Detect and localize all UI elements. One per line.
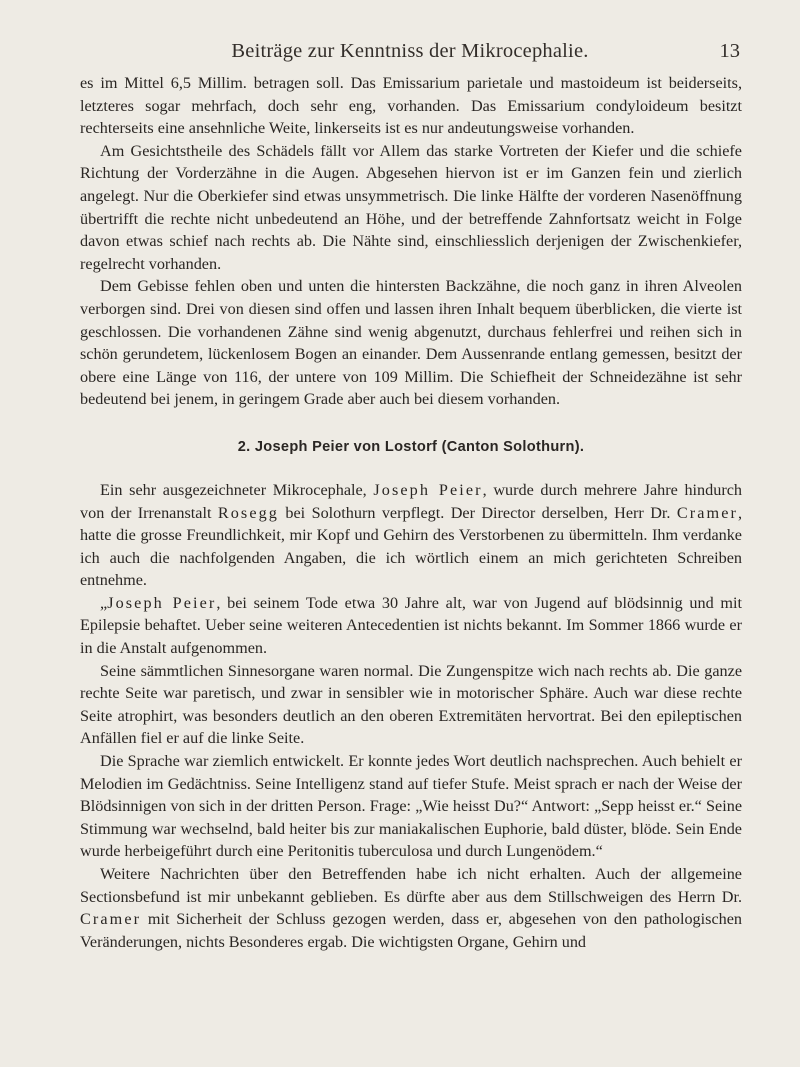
text-run: bei Solothurn verpflegt. Der Director derselben, Herr Dr. bbox=[279, 503, 677, 522]
body-text bbox=[80, 72, 742, 953]
running-title: Beiträge zur Kenntniss der Mikrocephalie. bbox=[231, 40, 589, 62]
text-run: , bei seinem Tode etwa 30 Jahre alt, war von Jugend auf blödsinnig und mit Epilepsie behaftet. Ueber seine weiteren Antecedentien ist nichts bekannt. Im Sommer 1866 wurde er in die Anstalt aufgenommen. bbox=[80, 593, 742, 658]
text-run: , wurde durch mehrere Jahre hindurch von der Irrenanstalt bbox=[80, 480, 743, 522]
paragraph-gebiss: Dem Gebisse fehlen oben und unten die hintersten Backzähne, die noch ganz in ihren Alveolen verborgen sind. Drei von diesen sind offen und lassen ihren Inhalt bequem überblicken, die vierte ist geschlossen. Die vorhandenen Zähne sind wenig abgenutzt, durchaus fehlerfrei und reihen sich in schön gerundetem, lückenlosem Bogen an einander. Dem Aussenrande entlang gemessen, besitzt der obere eine Länge von 116, der untere von 109 Millim. Die Schiefheit der Schneidezähne ist sehr bedeutend bei jenem, in geringem Grade aber auch bei diesem vorhanden. bbox=[80, 277, 742, 409]
paragraph-introduction bbox=[80, 479, 742, 592]
paragraph-quote-history bbox=[80, 592, 742, 660]
paragraph-sectionsbefund bbox=[80, 863, 742, 953]
doctor-name: Cramer bbox=[676, 503, 738, 522]
section-heading: 2. Joseph Peier von Lostorf (Canton Solothurn). bbox=[237, 438, 585, 455]
page-number: 13 bbox=[719, 40, 740, 62]
paragraph-sinnesorgane: Seine sämmtlichen Sinnesorgane waren normal. Die Zungenspitze wich nach rechts ab. Die ganze rechte Seite war paretisch, und zwar in sensibler wie in motorischer Sphäre. Auch war diese rechte Seite atrophirt, was besonders deutlich an den oberen Extremitäten hervortrat. Bei den epileptischen Anfällen fiel er auf die linke Seite. bbox=[80, 661, 742, 748]
text-run: mit Sicherheit der Schluss gezogen werden, dass er, abgesehen von den pathologischen Veränderungen, nichts Besonderes ergab. Die wichtigsten Organe, Gehirn und bbox=[80, 910, 742, 951]
place-name: Rosegg bbox=[217, 503, 280, 522]
person-name: Joseph Peier bbox=[107, 593, 217, 612]
paragraph-emissaria: es im Mittel 6,5 Millim. betragen soll. Das Emissarium parietale und mastoideum ist beiderseits, letzteres sogar mehrfach, doch sehr eng, vorhanden. Das Emissarium condyloideum besitzt rechterseits eine ansehnliche Weite, linkerseits ist es nur andeutungsweise vorhanden. bbox=[80, 74, 742, 138]
text-run: Ein sehr ausgezeichneter Mikrocephale, bbox=[100, 480, 374, 499]
text-run: Weitere Nachrichten über den Betreffenden habe ich nicht erhalten. Auch der allgemeine Sectionsbefund ist mir unbekannt geblieben. Es dürfte aber aus dem Stillschweigen des Herrn Dr. bbox=[80, 865, 742, 906]
paragraph-gesichtstheil: Am Gesichtstheile des Schädels fällt vor Allem das starke Vortreten der Kiefer und die schiefe Richtung der Vorderzähne in die Augen. Abgesehen hiervon ist er im Ganzen fein und zierlich angelegt. Nur die Oberkiefer sind etwas unsymmetrisch. Die linke Hälfte der vorderen Nasenöffnung übertrifft die rechte nicht unbedeutend an Höhe, und der betreffende Zahnfortsatz weicht in Folge davon etwas schief nach rechts ab. Die Nähte sind, einschliesslich derjenigen der Zwischenkiefer, regelrecht vorhanden. bbox=[80, 141, 742, 273]
text-run: , hatte die grosse Freundlichkeit, mir Kopf und Gehirn des Verstorbenen zu übermitteln. Ihm verdanke ich auch die nachfolgenden Angaben, die ich wörtlich einem an mich gerichteten Schreiben entnehme. bbox=[80, 503, 743, 590]
person-name: Joseph Peier bbox=[373, 480, 483, 499]
doctor-name: Cramer bbox=[80, 910, 142, 929]
running-header bbox=[80, 40, 740, 68]
quote-mark: „ bbox=[100, 593, 108, 612]
paragraph-sprache: Die Sprache war ziemlich entwickelt. Er konnte jedes Wort deutlich nachsprechen. Auch behielt er Melodien im Gedächtniss. Seine Intelligenz stand auf tiefer Stufe. Meist sprach er nach der Weise der Blödsinnigen von sich in der dritten Person. Frage: „Wie heisst Du?“ Antwort: „Sepp heisst er.“ Seine Stimmung war wechselnd, bald heiter bis zur maniakalischen Euphorie, bald düster, blöde. Sein Ende wurde herbeigeführt durch eine Peritonitis tuberculosa und durch Lungenödem.“ bbox=[80, 752, 742, 861]
